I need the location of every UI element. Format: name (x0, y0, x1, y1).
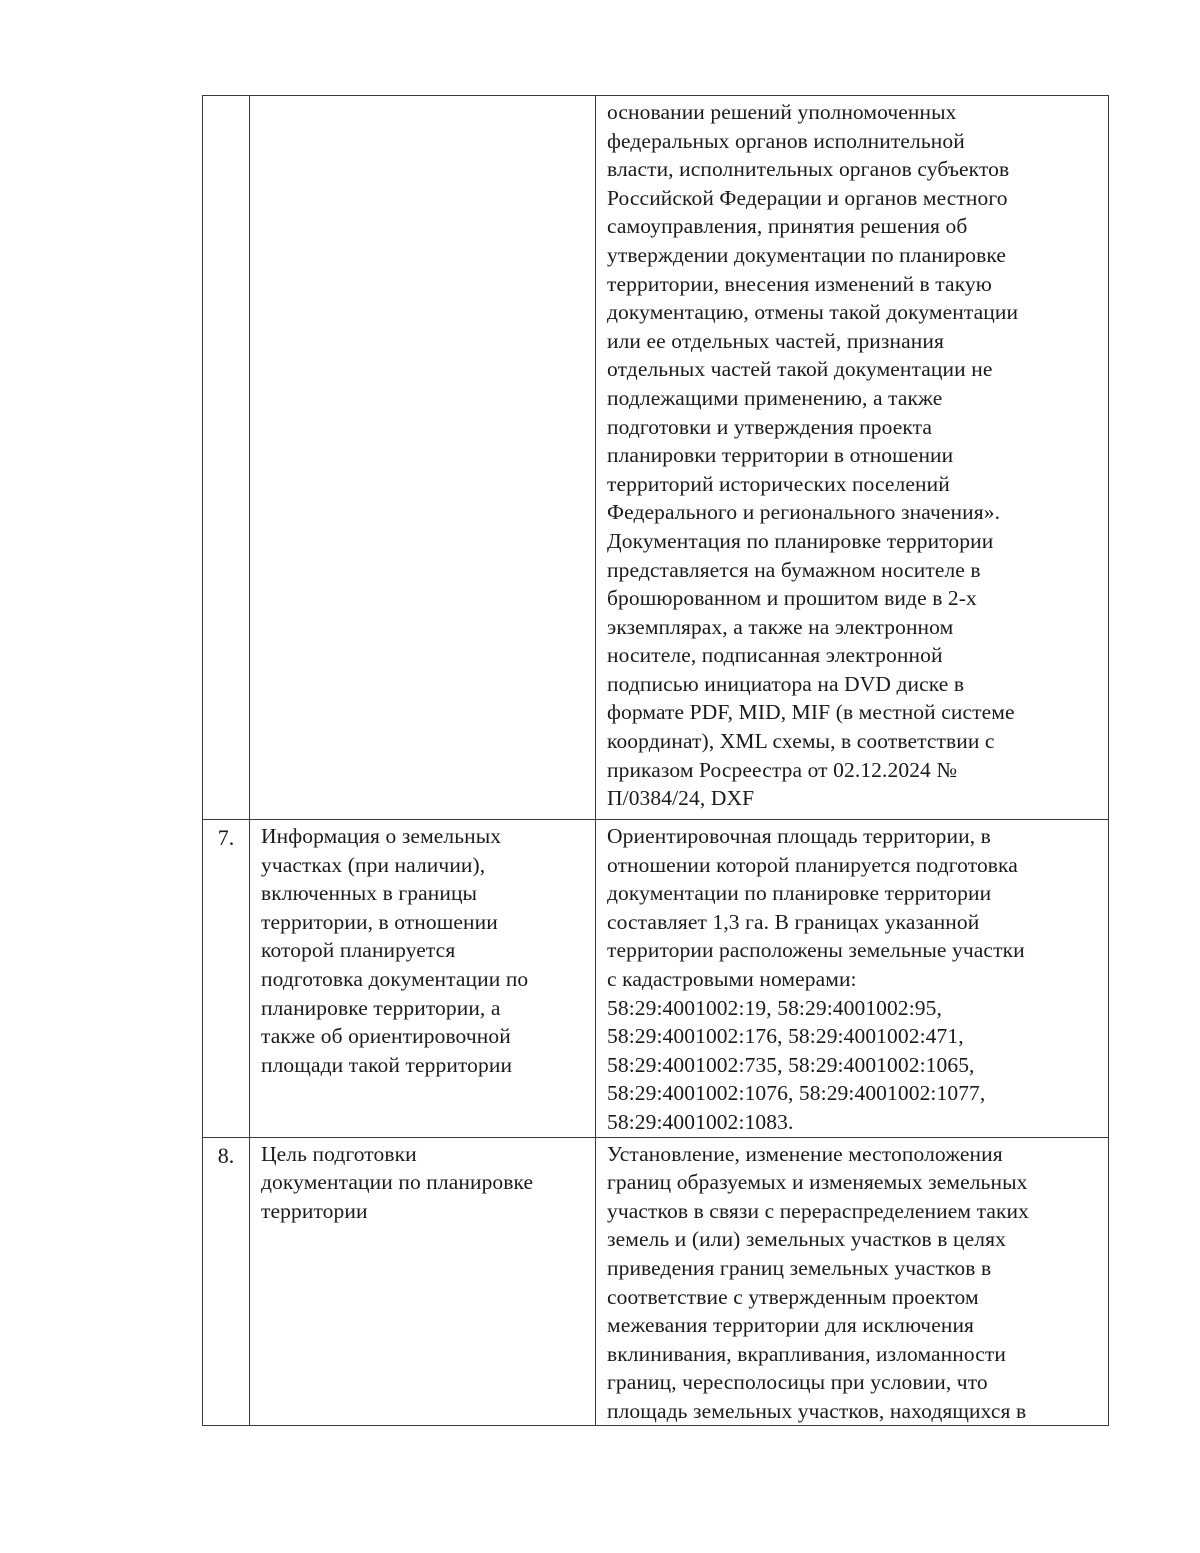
text-line: документации по планировке (261, 1170, 534, 1195)
text-line: 58:29:4001002:1076, 58:29:4001002:1077, (607, 1081, 986, 1106)
text-line: Ориентировочная площадь территории, в (607, 824, 991, 848)
text-line: носителе, подписанная электронной (607, 643, 943, 668)
row-value-cell (596, 1137, 1109, 1426)
text-line: экземплярах, а также на электронном (607, 614, 954, 639)
table-row (203, 820, 1109, 1138)
text-line: границ, чересполосицы при условии, что (607, 1370, 988, 1395)
text-line: 58:29:4001002:176, 58:29:4001002:471, (607, 1024, 964, 1049)
text-line: документации по планировке территории (607, 881, 992, 906)
text-line: подлежащими применению, а также (607, 385, 943, 410)
row-number: 7. (203, 820, 250, 1138)
text-line: Российской Федерации и органов местного (607, 185, 1008, 210)
text-line: границ образуемых и изменяемых земельных (607, 1170, 1028, 1195)
text-line: планировки территории в отношении (607, 443, 954, 468)
text-line: 58:29:4001002:19, 58:29:4001002:95, (607, 995, 942, 1020)
text-line: территории расположены земельные участки (607, 938, 1025, 963)
text-line: приведения границ земельных участков в (607, 1255, 992, 1280)
table-row (203, 1137, 1109, 1426)
requirements-table (202, 95, 1109, 1426)
text-line: территории, в отношении (261, 909, 498, 934)
text-line: площади такой территории (261, 1052, 513, 1077)
text-line: утверждении документации по планировке (607, 242, 1007, 267)
text-line: земель и (или) земельных участков в целях (607, 1227, 1006, 1252)
text-line: документацию, отмены такой документации (607, 300, 1019, 325)
row-value-cell (596, 820, 1109, 1138)
text-line: межевания территории для исключения (607, 1313, 975, 1338)
text-line: участках (при наличии), (261, 852, 486, 877)
row-name-cell (250, 1137, 596, 1426)
text-line: отношении которой планируется подготовка (607, 852, 1018, 877)
text-line: подготовка документации по (261, 966, 529, 991)
text-line: вклинивания, вкрапливания, изломанности (607, 1341, 1007, 1366)
text-line: или ее отдельных частей, признания (607, 328, 944, 353)
text-line: самоуправления, принятия решения об (607, 214, 968, 239)
text-line: П/0384/24, DXF (607, 786, 755, 811)
text-line: территории (261, 1198, 368, 1223)
row-name-cell (250, 96, 596, 820)
row-value-cell (596, 96, 1109, 820)
text-line: Федерального и регионального значения». (607, 500, 1001, 525)
text-line: 58:29:4001002:1083. (607, 1109, 794, 1134)
text-line: федеральных органов исполнительной (607, 128, 965, 153)
text-line: участков в связи с перераспределением таких (607, 1198, 1029, 1223)
text-line: Цель подготовки (261, 1141, 417, 1166)
text-line: отдельных частей такой документации не (607, 357, 993, 382)
text-line: с кадастровыми номерами: (607, 966, 857, 991)
text-line: формате PDF, MID, MIF (в местной системе (607, 700, 1015, 725)
text-line: также об ориентировочной (261, 1024, 511, 1049)
text-line: соответствие с утвержденным проектом (607, 1284, 979, 1309)
row-name-cell (250, 820, 596, 1138)
table-row (203, 96, 1109, 820)
text-line: Установление, изменение местоположения (607, 1141, 1003, 1166)
text-line: приказом Росреестра от 02.12.2024 № (607, 757, 957, 782)
text-line: включенных в границы (261, 881, 478, 906)
text-line: координат), XML схемы, в соответствии с (607, 729, 995, 754)
text-line: подписью инициатора на DVD диске в (607, 671, 965, 696)
text-line: подготовки и утверждения проекта (607, 414, 932, 439)
text-line: Информация о земельных (261, 824, 502, 848)
text-line: которой планируется (261, 938, 456, 963)
row-number (203, 96, 250, 820)
text-line: планировке территории, а (261, 995, 501, 1020)
row-number: 8. (203, 1137, 250, 1426)
text-line: власти, исполнительных органов субъектов (607, 157, 1010, 182)
text-line: территорий исторических поселений (607, 471, 950, 496)
text-line: брошюрованном и прошитом виде в 2-х (607, 586, 977, 611)
text-line: представляется на бумажном носителе в (607, 557, 981, 582)
text-line: площадь земельных участков, находящихся в (607, 1398, 1027, 1423)
text-line: территории, внесения изменений в такую (607, 271, 992, 296)
text-line: 58:29:4001002:735, 58:29:4001002:1065, (607, 1052, 975, 1077)
text-line: Документация по планировке территории (607, 528, 994, 553)
text-line: основании решений уполномоченных (607, 100, 957, 124)
text-line: составляет 1,3 га. В границах указанной (607, 909, 980, 934)
